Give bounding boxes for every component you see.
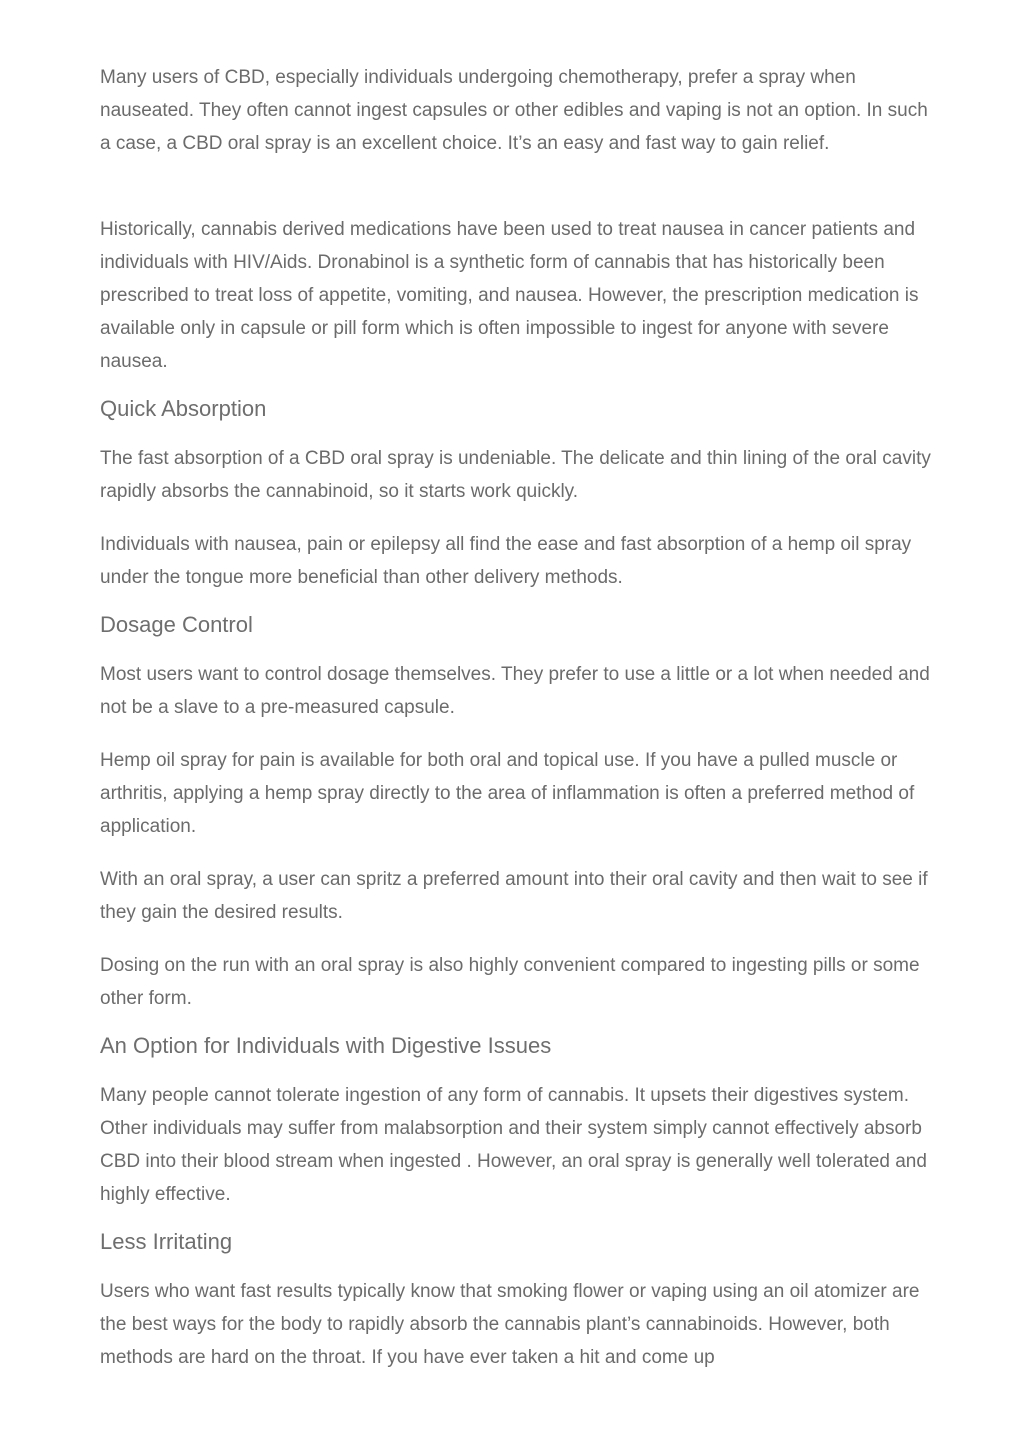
paragraph-under-tongue: Individuals with nausea, pain or epilepsy all find the ease and fast absorption of a hemp oil spray under the tongue more beneficial than other delivery methods. — [100, 534, 912, 588]
paragraph-topical-use: Hemp oil spray for pain is available for both oral and topical use. If you have a pulled muscle or arthritis, applying a hemp spray directly to the area of inflammation is often a preferred method of application. — [100, 750, 915, 837]
paragraph-fast-absorption: The fast absorption of a CBD oral spray is undeniable. The delicate and thin lining of the oral cavity rapidly absorbs the cannabinoid, so it starts work quickly. — [100, 448, 931, 502]
heading-less-irritating: Less Irritating — [100, 1229, 233, 1254]
paragraph-nausea-spray: Many users of CBD, especially individuals undergoing chemotherapy, prefer a spray when nauseated. They often cannot ingest capsules or other edibles and vaping is not an option. In such a case, a CBD oral spray is an excellent choice. It’s an easy and fast way to gain relief. — [100, 67, 928, 154]
paragraph-dosing-on-run: Dosing on the run with an oral spray is also highly convenient compared to ingesting pills or some other form. — [100, 955, 920, 1009]
paragraph-spritz: With an oral spray, a user can spritz a preferred amount into their oral cavity and then wait to see if they gain the desired results. — [100, 869, 928, 923]
paragraph-control-dosage: Most users want to control dosage themselves. They prefer to use a little or a lot when needed and not be a slave to a pre-measured capsule. — [100, 664, 930, 718]
heading-dosage-control: Dosage Control — [100, 612, 253, 637]
paragraph-history: Historically, cannabis derived medications have been used to treat nausea in cancer patients and individuals with HIV/Aids. Dronabinol is a synthetic form of cannabis that has historically been prescribed to treat loss of appetite, vomiting, and nausea. However, the prescription medication is available only in capsule or pill form which is often impossible to ingest for anyone with severe nausea. — [100, 219, 919, 372]
heading-digestive-issues: An Option for Individuals with Digestive Issues — [100, 1033, 552, 1058]
paragraph-digestive: Many people cannot tolerate ingestion of any form of cannabis. It upsets their digestives system. Other individuals may suffer from malabsorption and their system simply cannot effectively absorb CBD into their blood stream when ingested . However, an oral spray is generally well tolerated and highly effective. — [100, 1085, 927, 1205]
paragraph-throat: Users who want fast results typically know that smoking flower or vaping using an oil atomizer are the best ways for the body to rapidly absorb the cannabis plant’s cannabinoids. However, both methods are hard on the throat. If you have ever taken a hit and come up — [100, 1281, 920, 1368]
heading-quick-absorption: Quick Absorption — [100, 396, 267, 421]
